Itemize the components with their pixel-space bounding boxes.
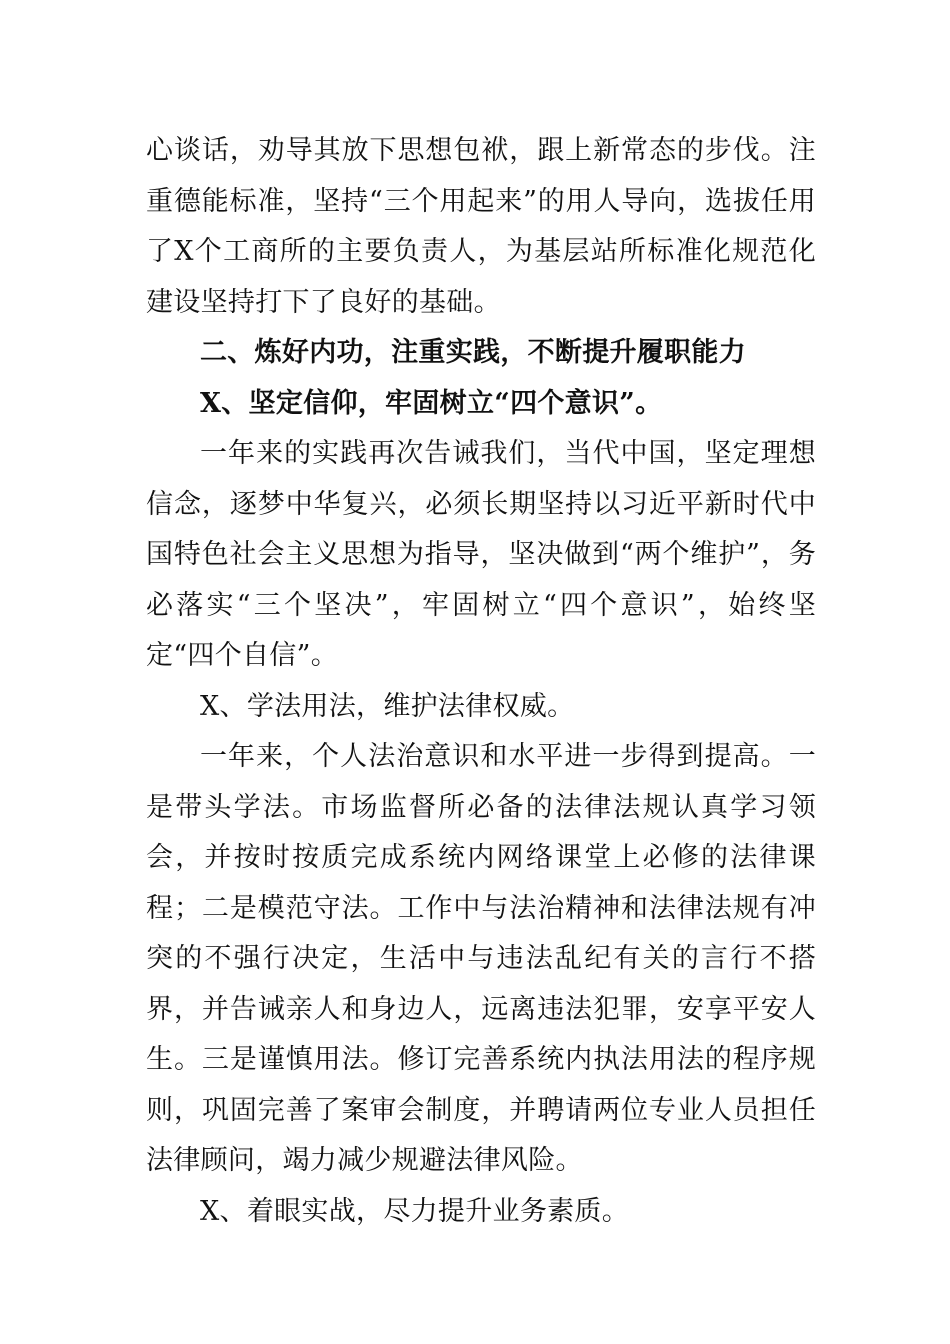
paragraph-law: 一年来，个人法治意识和水平进一步得到提高。一是带头学法。市场监督所必备的法律法规认真学习领会，并按时按质完成系统内网络课堂上必修的法律课程；二是模范守法。工作中与法治精神和法律法规有冲突的不强行决定，生活中与违法乱纪有关的言行不搭界，并告诫亲人和身边人，远离违法犯罪，安享平安人生。三是谨慎用法。修订完善系统内执法用法的程序规则，巩固完善了案审会制度，并聘请两位专业人员担任法律顾问，竭力减少规避法律风险。	[146, 741, 816, 1176]
paragraph-faith: 一年来的实践再次告诫我们，当代中国，坚定理想信念，逐梦中华复兴，必须长期坚持以习近平新时代中国特色社会主义思想为指导，坚决做到“两个维护”，务必落实“三个坚决”，牢固树立“四个意识”，始终坚定“四个自信”。	[146, 438, 816, 671]
subsection-heading-practice: X、着眼实战，尽力提升业务素质。	[200, 1195, 630, 1227]
section-heading: 二、炼好内功，注重实践，不断提升履职能力	[200, 337, 746, 368]
subsection-heading-faith: X、坚定信仰，牢固树立“四个意识”。	[200, 387, 663, 419]
paragraph-continued: 心谈话，劝导其放下思想包袱，跟上新常态的步伐。注重德能标准，坚持“三个用起来”的用人导向，选拔任用了X个工商所的主要负责人，为基层站所标准化规范化建设坚持打下了良好的基础。	[146, 135, 816, 318]
subsection-heading-law: X、学法用法，维护法律权威。	[200, 690, 575, 722]
document-body	[146, 126, 816, 1237]
